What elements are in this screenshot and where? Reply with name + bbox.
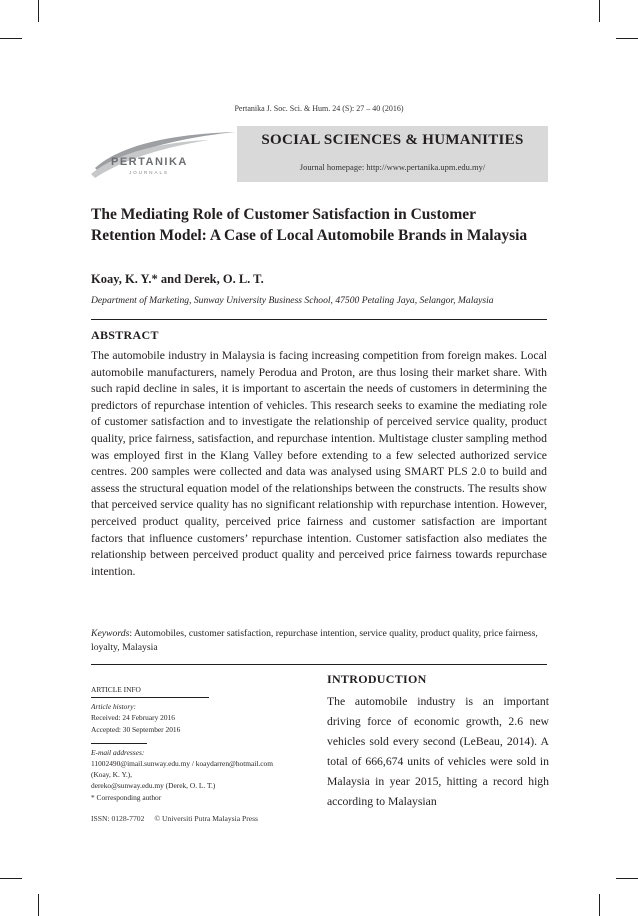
keywords: [91, 627, 547, 654]
journal-citation: Pertanika J. Soc. Sci. & Hum. 24 (S): 27 – 40 (2016): [234, 104, 404, 113]
received-date: Received: 24 February 2016: [91, 713, 175, 723]
copyright: © Universiti Putra Malaysia Press: [154, 814, 259, 823]
abstract-heading: ABSTRACT: [91, 328, 159, 342]
introduction-text: The automobile industry is an important driving force of economic growth, 2.6 new vehicles sold every second (LeBeau, 2014). A total of 666,674 units of vehicles were sold in Malaysia in year 2015, hitting a record high according to Malaysian: [327, 695, 549, 808]
introduction-heading: INTRODUCTION: [327, 672, 427, 686]
journal-banner: [87, 126, 548, 182]
author-affiliation: Department of Marketing, Sunway University Business School, 47500 Petaling Jaya, Selangor, Malaysia: [91, 295, 494, 306]
article-authors: Koay, K. Y.* and Derek, O. L. T.: [91, 272, 264, 286]
logo-subtitle: JOURNALS: [129, 170, 170, 175]
crop-mark: [616, 38, 638, 39]
article-info-heading: ARTICLE INFO: [91, 685, 141, 694]
journal-homepage: Journal homepage: http://www.pertanika.upm.edu.my/: [299, 162, 486, 172]
crop-mark: [0, 38, 22, 39]
email-address: 11002490@imail.sunway.edu.my / koaydarren@hotmail.com: [91, 759, 273, 769]
page-footer: [91, 814, 258, 823]
abstract-text: The automobile industry in Malaysia is facing increasing competition from foreign makes. Local automobile manufacturers, namely Perodua and Proton, are thus losing their market share. With such rapid decline in sales, it is important to ascertain the needs of customers in determining the predictors of repurchase intention of vehicles. This research seeks to examine the mediating role of customer satisfaction and to investigate the relationship of perceived service quality, product quality, price fairness, satisfaction, and repurchase intention. Multistage cluster sampling method was employed first in the Klang Valley before extending to a few selected authorized service centres. 200 samples were collected and data was analysed using SMART PLS 2.0 to build and assess the structural equation model of the relationships between the constructs. The results show that perceived service quality has no significant relationship with repurchase intention. However, perceived product quality, perceived price fairness and customer satisfaction are important factors that influence customers’ repurchase intention. Customer satisfaction also mediates the relationship between perceived product quality and perceived price fairness towards repurchase intention.: [91, 349, 547, 578]
keywords-list: : Automobiles, customer satisfaction, repurchase intention, service quality, product quality, price fairness, loyalty, Malaysia: [91, 628, 538, 653]
divider: [91, 743, 147, 744]
article-title: The Mediating Role of Customer Satisfaction in Customer Retention Model: A Case of Local Automobile Brands in Malaysia: [91, 206, 528, 244]
article-info: [91, 684, 306, 803]
divider: [91, 697, 209, 698]
crop-mark: [38, 0, 39, 22]
email-owner: (Koay, K. Y.),: [91, 770, 132, 780]
crop-mark: [616, 878, 638, 879]
logo-wordmark: PERTANIKA: [111, 156, 188, 168]
crop-mark: [599, 0, 600, 22]
divider: [91, 319, 547, 320]
keywords-label: Keywords: [91, 628, 130, 639]
accepted-date: Accepted: 30 September 2016: [91, 724, 181, 734]
email-address: dereko@sunway.edu.my (Derek, O. L. T.): [91, 781, 216, 791]
journal-section-title: SOCIAL SCIENCES & HUMANITIES: [261, 132, 524, 148]
issn: ISSN: 0128-7702: [91, 814, 145, 823]
divider: [91, 664, 547, 665]
pertanika-logo: [89, 128, 237, 182]
email-label: E-mail addresses:: [91, 747, 145, 757]
article-history-label: Article history:: [91, 702, 136, 712]
crop-mark: [0, 878, 22, 879]
corresponding-author-note: * Corresponding author: [91, 792, 162, 802]
crop-mark: [599, 894, 600, 916]
crop-mark: [38, 894, 39, 916]
